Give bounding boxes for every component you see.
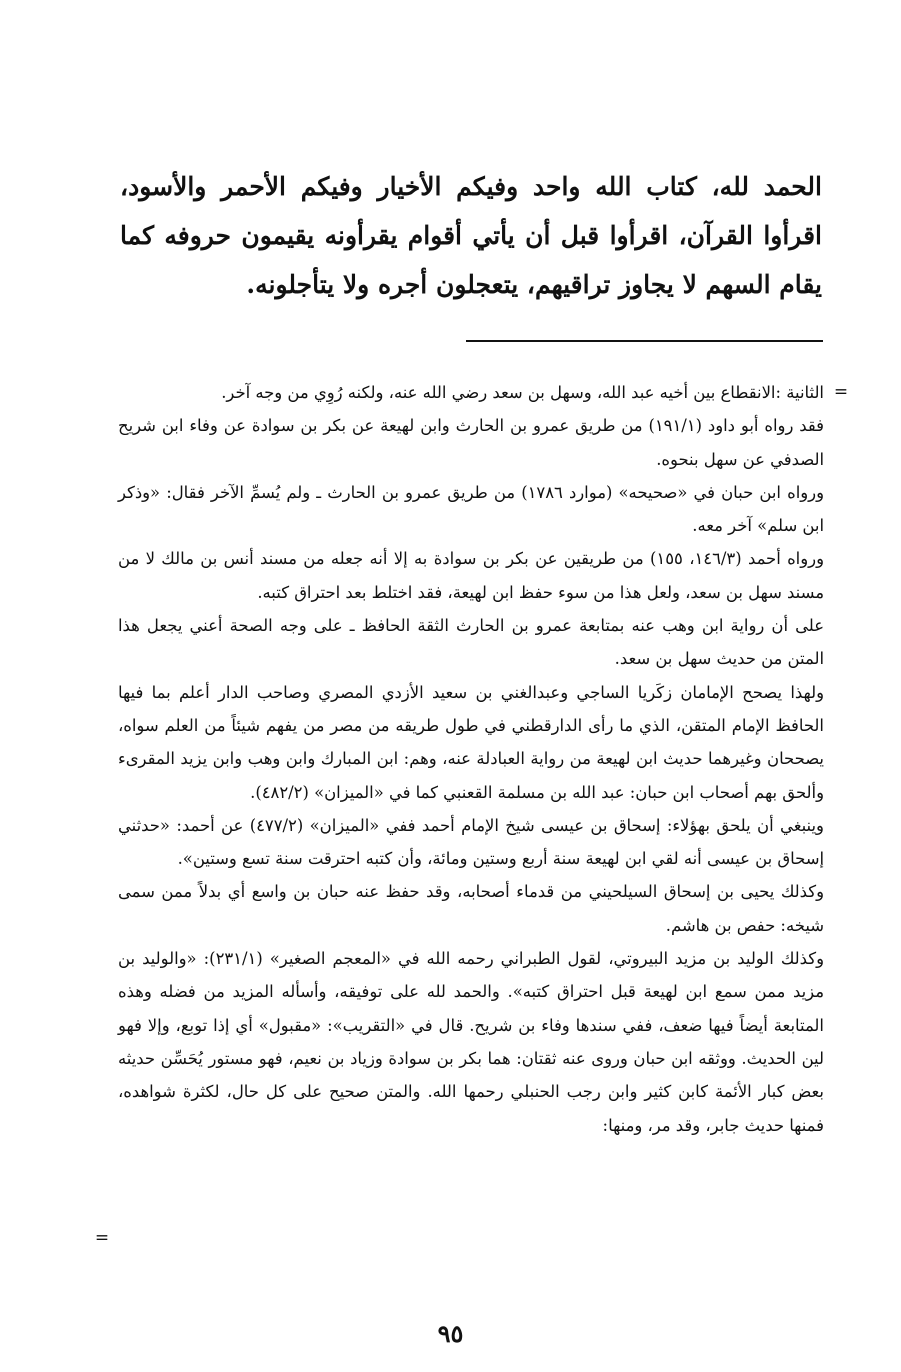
footnote-paragraph: وكذلك الوليد بن مزيد البيروتي، لقول الطبراني رحمه الله في «المعجم الصغير» (٢٣١/١): «والوليد بن مزيد ممن سمع ابن لهيعة قبل احتراق كتبه». والحمد لله على توفيقه، وأسأله المزيد من فضله وهذه المتابعة أيضاً فيها ضعف، ففي سندها وفاء بن شريح. قال في «التقريب»: «مقبول» أي إذا توبع، وإلا فهو لين الحديث. ووثقه ابن حبان وروى عنه ثقتان: هما بكر بن سوادة وزياد بن نعيم، فهو مستور يُحَسِّن حديثه بعض كبار الأئمة كابن كثير وابن رجب الحنبلي رحمها الله. والمتن صحيح على كل حال، لكثرة شواهده، فمنها حديث جابر، وقد مر، ومنها: [118,949,824,1135]
footnote-paragraph: فقد رواه أبو داود (١٩١/١) من طريق عمرو بن الحارث وابن لهيعة عن بكر بن سوادة عن وفاء ابن شريح الصدفي عن سهل بنحوه. [118,416,824,469]
main-paragraph: الحمد لله، كتاب الله واحد وفيكم الأخيار وفيكم الأحمر والأسود، اقرأوا القرآن، اقرأوا قبل أن يأتي أقوام يقرأونه يقيمون حروفه كما يقام السهم لا يجاوز تراقيهم، يتعجلون أجره ولا يتأجلونه. [120,172,822,299]
main-body-text [120,162,822,309]
footnote-paragraph: ولهذا يصحح الإمامان زكَريا الساجي وعبدالغني بن سعيد الأزدي المصري وصاحب الدار أعلم بما فيها الحافظ الإمام المتقن، الذي ما رأى الدارقطني في طول طريقه من مصر من يفهم شيئاً من العلم سواه، يصححان وغيرهما حديث ابن لهيعة من رواية العبادلة عنه، وهم: ابن المبارك وابن وهب وابن يزيد المقرىء وألحق بهم أصحاب ابن حبان: عبد الله بن مسلمة القعنبي كما في «الميزان» (٤٨٢/٢). [118,682,824,802]
continuation-mark-end: = [94,1228,110,1248]
footnotes-block [118,376,824,1142]
footnote-paragraph: الثانية :الانقطاع بين أخيه عبد الله، وسهل بن سعد رضي الله عنه، ولكنه رُوِي من وجه آخر. [221,383,824,402]
footnote-paragraph: وينبغي أن يلحق بهؤلاء: إسحاق بن عيسى شيخ الإمام أحمد ففي «الميزان» (٤٧٧/٢) عن أحمد: «حدثني إسحاق بن عيسى أنه لقي ابن لهيعة سنة أربع وستين ومائة، وأن كتبه احترقت سنة تسع وستين». [118,815,824,869]
footnote-paragraph: ورواه ابن حبان في «صحيحه» (موارد ١٧٨٦) من طريق عمرو بن الحارث ـ ولم يُسمِّ الآخر فقال: «وذكر ابن سلم» آخر معه. [118,482,824,536]
footnote-paragraph: ورواه أحمد (١٤٦/٣، ١٥٥) من طريقين عن بكر بن سوادة به إلا أنه جعله من مسند أنس بن مالك لا من مسند سهل بن سعد، ولعل هذا من سوء حفظ ابن لهيعة، فقد اختلط بعد احتراق كتبه. [118,549,824,602]
footnote-paragraph: على أن رواية ابن وهب عنه بمتابعة عمرو بن الحارث الثقة الحافظ ـ على وجه الصحة أعني يجعل هذا المتن من حديث سهل بن سعد. [118,616,824,669]
footnote-paragraph: وكذلك يحيى بن إسحاق السيلحيني من قدماء أصحابه، وقد حفظ عنه حبان بن واسع أي بدلاً ممن سمى شيخه: حفص بن هاشم. [118,882,824,935]
page-number: ٩٥ [437,1319,464,1348]
continuation-mark-start: = [833,382,849,402]
footnote-divider [466,340,823,342]
